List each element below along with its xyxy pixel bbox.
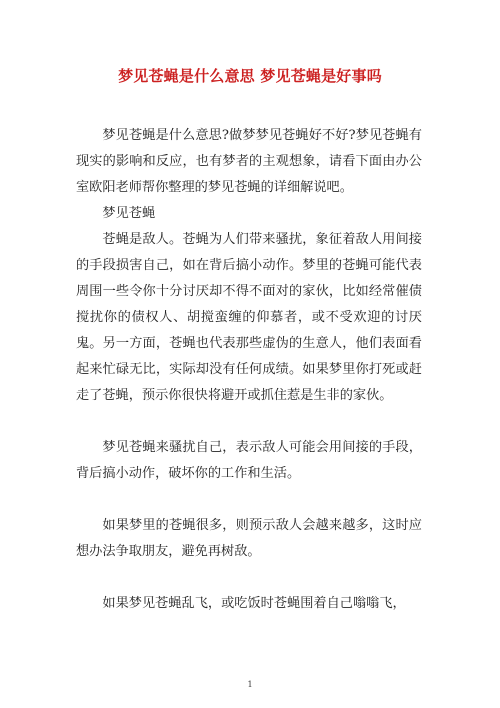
paragraph-enemy: 苍蝇是敌人。苍蝇为人们带来骚扰，象征着敌人用间接的手段损害自己，如在背后搞小动作。梦里的苍蝇可能代表周围一些令你十分讨厌却不得不面对的家伙，比如经常催债搅扰你的债权人、胡搅蛮缠的仰慕者，或不受欢迎的讨厌鬼。另一方面，苍蝇也代表那些虚伪的生意人，他们表面看起来忙碌无比，实际却没有任何成绩。如果梦里你打死或赶走了苍蝇，预示你很快将避开或抓住惹是生非的家伙。	[76, 232, 422, 403]
paragraph-intro: 梦见苍蝇是什么意思?做梦梦见苍蝇好不好?梦见苍蝇有现实的影响和反应，也有梦者的主观想象，请看下面由办公室欧阳老师帮你整理的梦见苍蝇的详细解说吧。	[76, 128, 422, 195]
paragraph-flying: 如果梦见苍蝇乱飞，或吃饭时苍蝇围着自己嗡嗡飞，	[102, 596, 406, 611]
paragraph-many-flies: 如果梦里的苍蝇很多，则预示敌人会越来越多，这时应想办法争取朋友，避免再树敌。	[76, 518, 422, 559]
document-body	[76, 123, 422, 617]
paragraph-gap	[76, 409, 422, 435]
paragraph-gap	[76, 487, 422, 513]
paragraph-harass: 梦见苍蝇来骚扰自己，表示敌人可能会用间接的手段，背后搞小动作，破坏你的工作和生活。	[76, 440, 422, 481]
page-number: 1	[247, 680, 253, 689]
document-title: 梦见苍蝇是什么意思 梦见苍蝇是好事吗	[118, 67, 382, 85]
paragraph-gap	[76, 565, 422, 591]
section-heading: 梦见苍蝇	[102, 206, 156, 221]
